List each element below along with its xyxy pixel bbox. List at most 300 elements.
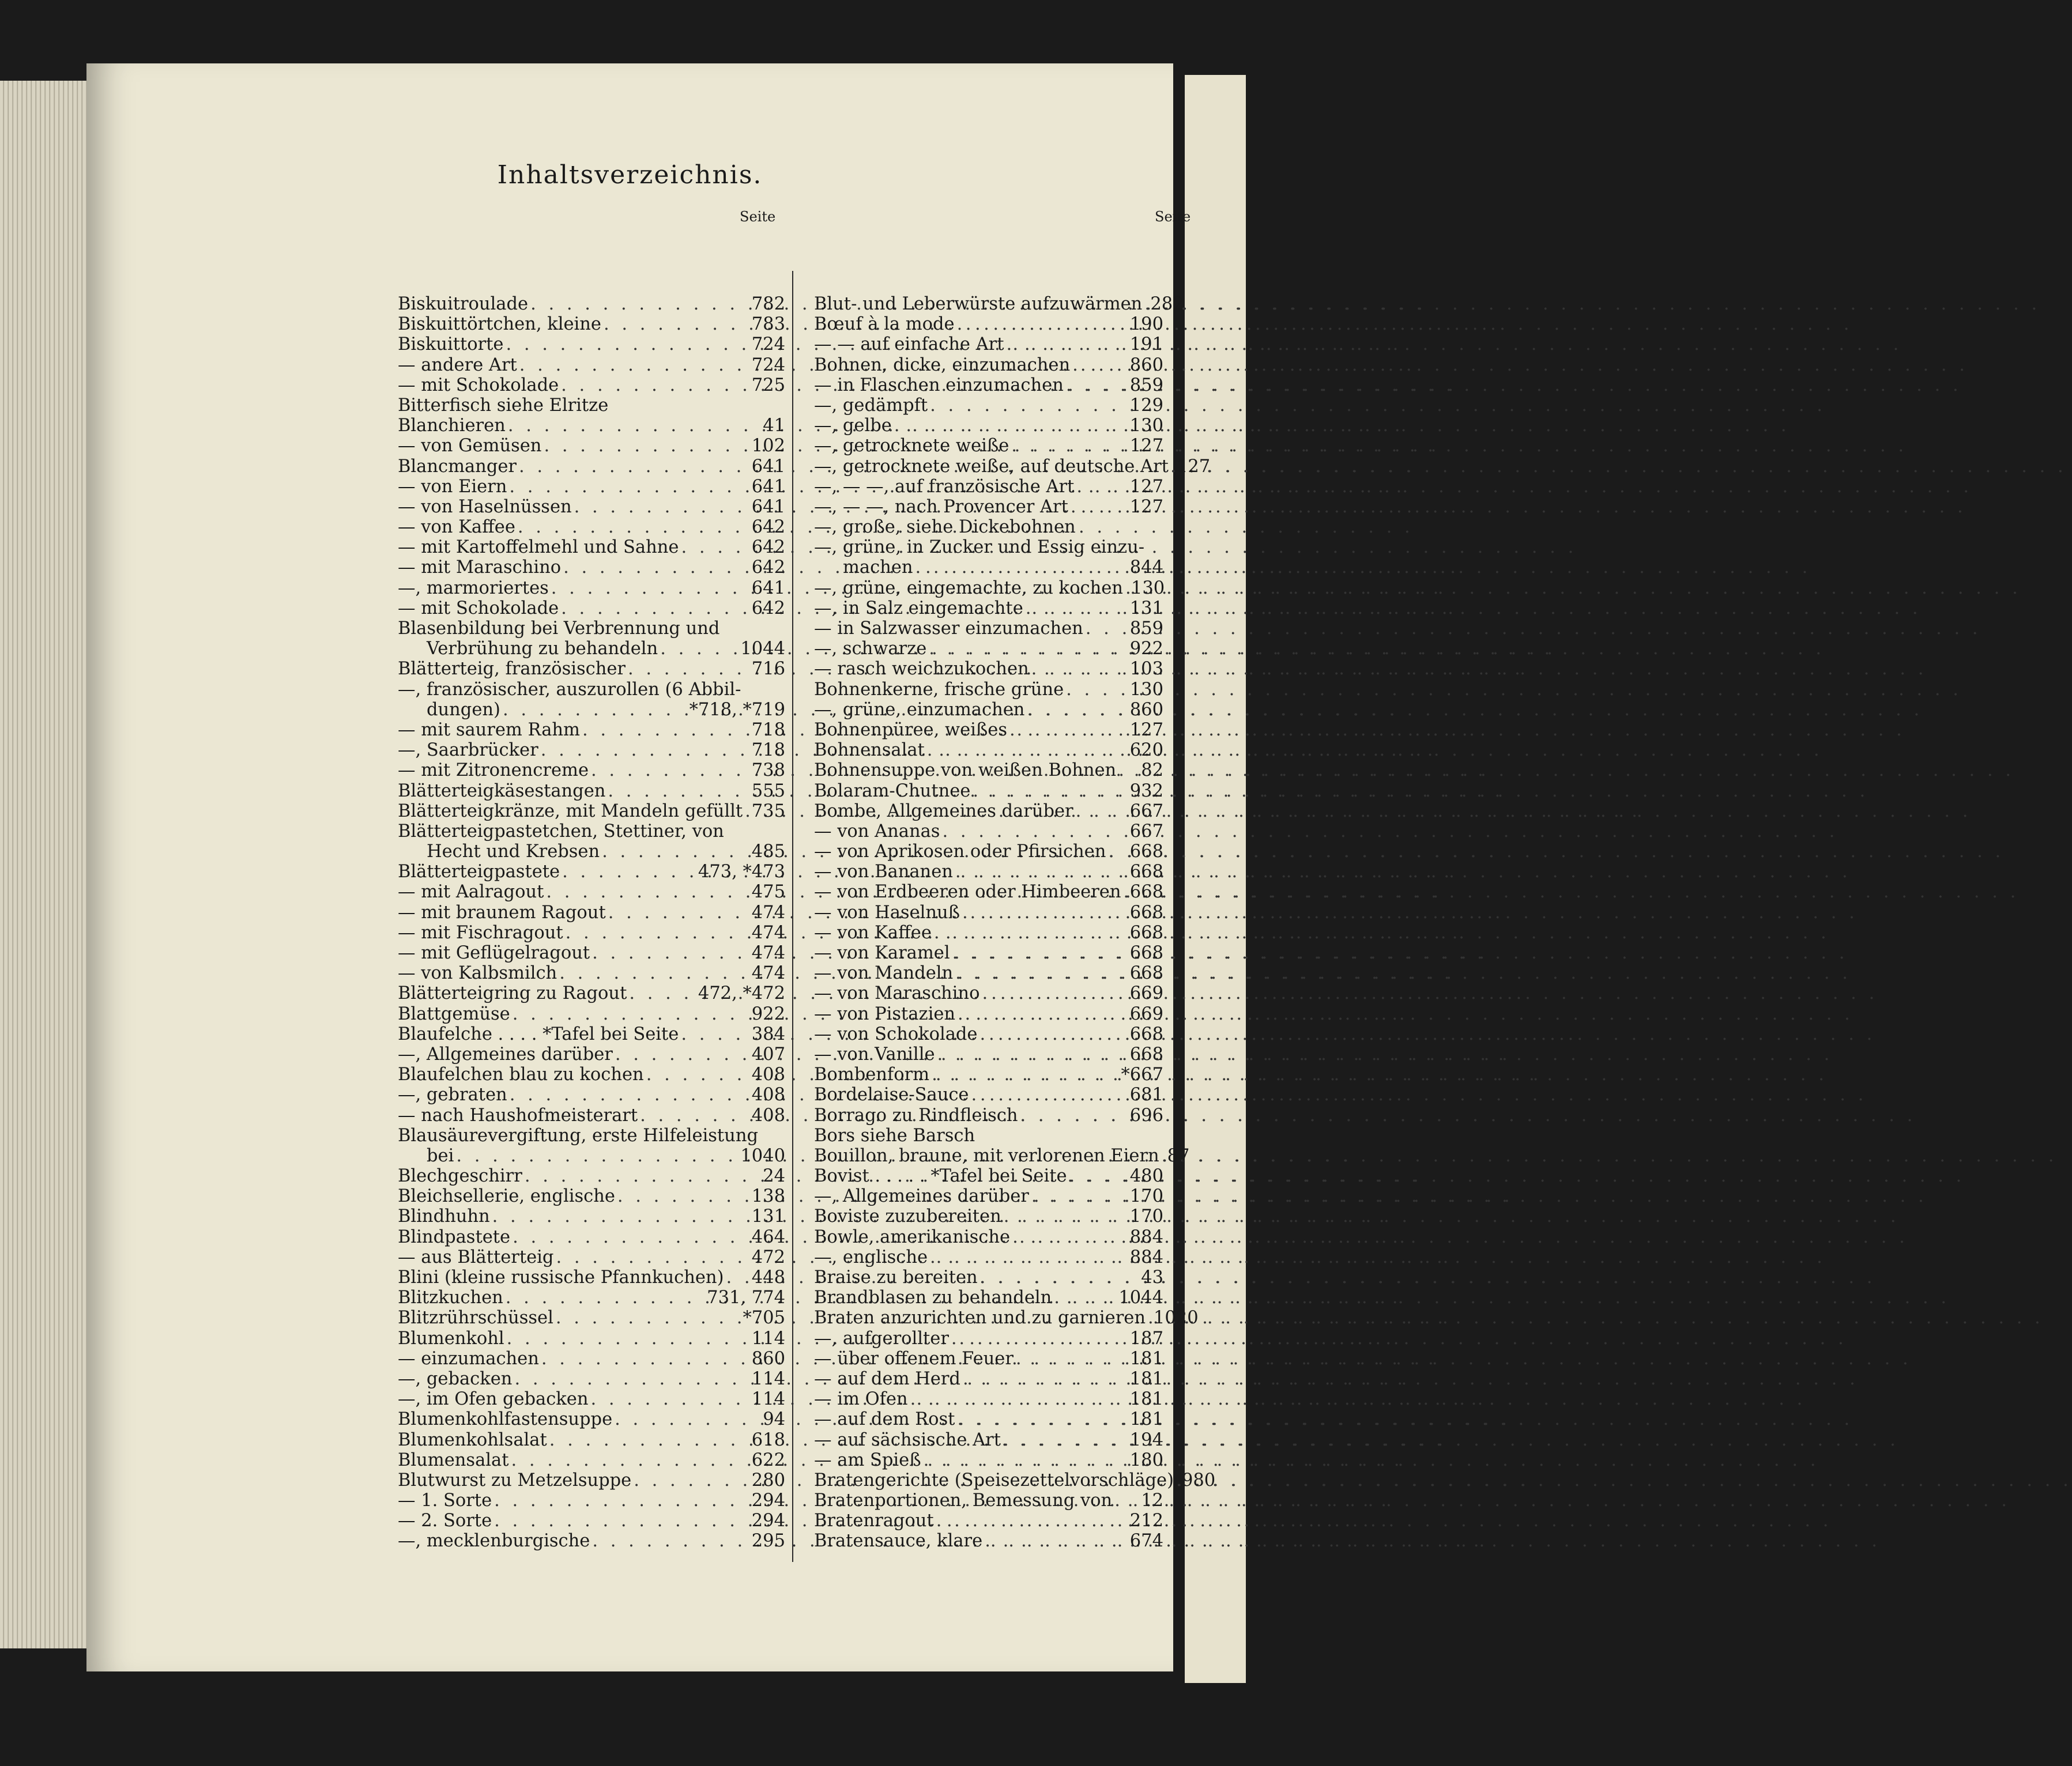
index-entry-page: 1044 [1118, 1288, 1163, 1308]
dot-leader [627, 983, 695, 1003]
index-entry [814, 903, 1163, 923]
dot-leader [503, 334, 748, 354]
index-entry [814, 963, 1163, 983]
index-entry-page: 642 [751, 517, 785, 538]
index-entry [814, 680, 1163, 700]
index-entry [398, 1389, 785, 1409]
index-entry [398, 557, 785, 578]
index-entry [398, 578, 785, 598]
index-entry-text: — von Gemüsen [398, 436, 542, 456]
index-entry-page: 641 [751, 496, 785, 517]
index-entry-page: 783 [751, 314, 785, 335]
index-entry-text: Blindhuhn [398, 1206, 490, 1227]
index-entry-text: — mit Geflügelragout [398, 943, 590, 963]
dot-leader [515, 517, 748, 537]
index-entry-page: 718 [751, 719, 785, 740]
dot-leader [572, 497, 748, 517]
index-entry-page: 669 [1129, 1003, 1163, 1024]
index-entry-page: 859 [1129, 375, 1163, 395]
index-entry-page: 668 [1129, 943, 1163, 963]
index-entry [398, 781, 785, 801]
index-entry-text: —, gedämpft [814, 395, 928, 416]
index-entry-page: 127 [1129, 719, 1163, 740]
dot-leader [743, 801, 748, 821]
index-entry-page: 114 [751, 1328, 785, 1349]
index-entry-page: 668 [1129, 882, 1163, 903]
index-entry-text: —, im Ofen gebacken [398, 1389, 589, 1410]
index-entry-text: Blätterteigkäsestangen [398, 780, 606, 801]
index-entry-text: —, aufgerollter [814, 1328, 949, 1349]
index-column-left [398, 294, 785, 1552]
index-entry-text: Blindpastete [398, 1227, 511, 1247]
dot-leader [955, 314, 1127, 334]
dot-leader [969, 1085, 1126, 1105]
index-entry-text: — von Maraschino [814, 983, 980, 1004]
index-entry-text: — von Kaffee [398, 517, 515, 538]
index-entry-page: 642 [751, 598, 785, 618]
dot-leader [559, 375, 748, 395]
index-entry-page: 448 [751, 1267, 785, 1288]
index-entry-page: 725 [751, 375, 785, 395]
index-entry-text: Blancmanger [398, 456, 517, 477]
index-entry [398, 1105, 785, 1126]
index-entry [814, 1206, 1163, 1227]
index-entry [814, 395, 1163, 416]
index-entry-page: 724 [751, 334, 785, 355]
dot-leader [908, 1389, 1127, 1409]
index-entry-page: 884 [1129, 1227, 1163, 1247]
index-entry-text: — aus Blätterteig [398, 1247, 554, 1267]
index-entry [398, 1126, 785, 1146]
index-entry [398, 395, 785, 416]
index-entry [814, 700, 1163, 720]
index-entry-page: 474 [751, 902, 785, 923]
index-entry [814, 983, 1163, 1003]
index-entry [398, 375, 785, 395]
index-entry-page: 620 [1129, 740, 1163, 761]
index-entry-page: 474 [751, 922, 785, 943]
index-entry-page: 170 [1129, 1206, 1163, 1227]
index-entry-page: 641 [751, 476, 785, 497]
index-entry-text: Bombenform [814, 1065, 930, 1085]
dot-leader [613, 1044, 748, 1065]
index-entry-page: 294 [751, 1490, 785, 1511]
index-entry [398, 659, 785, 679]
index-entry [814, 781, 1163, 801]
index-entry [398, 639, 785, 659]
dot-leader [926, 639, 1127, 659]
index-entry [814, 1186, 1163, 1206]
index-entry [398, 720, 785, 740]
index-entry-page: 408 [751, 1085, 785, 1105]
index-entry [814, 943, 1163, 963]
dot-leader [724, 1267, 748, 1288]
index-entry-text: Blaufelche . . . . *Tafel bei Seite [398, 1024, 679, 1044]
index-entry-text: —, mecklenburgische [398, 1531, 590, 1552]
index-entry-page: 668 [1129, 842, 1163, 862]
index-entry-text: — in Salzwasser einzumachen [814, 618, 1083, 639]
index-entry-page: 194 [1129, 1429, 1163, 1450]
index-entry-page: 860 [1129, 354, 1163, 375]
index-entry [398, 416, 785, 436]
index-entry-page: 475 [751, 882, 785, 903]
index-entry-text: — von Kaffee [814, 922, 932, 943]
index-entry-text: — andere Art [398, 354, 517, 375]
index-entry [398, 436, 785, 456]
index-entry-text: Blumenkohlsalat [398, 1429, 547, 1450]
index-entry [814, 882, 1163, 902]
index-entry [814, 720, 1163, 740]
index-entry-text: Blechgeschirr [398, 1166, 522, 1187]
index-entry-text: Borrago zu Rindfleisch [814, 1105, 1018, 1126]
index-entry-text: —, französischer, auszurollen (6 Abbil- [398, 679, 741, 700]
index-entry [814, 334, 1163, 354]
index-entry [814, 517, 1163, 537]
index-entry-text: —, gelbe [814, 416, 892, 436]
index-entry [398, 477, 785, 497]
index-entry-text: —, Allgemeines darüber [398, 1044, 613, 1065]
index-entry-text: — mit Aalragout [398, 882, 544, 903]
dot-leader [588, 1389, 748, 1409]
index-entry [398, 1146, 785, 1166]
index-entry-text: Blanchieren [398, 416, 506, 436]
index-entry [814, 862, 1163, 882]
index-entry-page: 408 [751, 1065, 785, 1085]
index-entry-page: 669 [1129, 983, 1163, 1004]
index-entry-page: 295 [751, 1531, 785, 1552]
index-entry-page: 980 [1181, 1470, 1216, 1490]
index-entry [398, 923, 785, 943]
index-entry-text: — am Spieß [814, 1450, 921, 1470]
index-entry-page: 668 [1129, 1044, 1163, 1065]
index-entry-text: Bolaram-Chutnee [814, 780, 971, 801]
index-entry-text: Blaufelchen blau zu kochen [398, 1065, 644, 1085]
index-entry [398, 842, 785, 862]
dot-leader [615, 1186, 748, 1206]
dot-leader [982, 1531, 1127, 1551]
index-entry [814, 314, 1163, 334]
index-entry [398, 294, 785, 314]
dot-leader [1074, 477, 1126, 497]
dot-leader [507, 477, 748, 497]
index-entry-page: 485 [751, 842, 785, 862]
index-entry [398, 497, 785, 517]
index-entry-page: 41 [763, 416, 785, 436]
index-entry-text: Bouillon, braune, mit verlorenen Eiern [814, 1145, 1159, 1166]
index-entry-text: —, gebacken [398, 1368, 513, 1389]
index-entry-page: 180 [1129, 1450, 1163, 1470]
index-entry [814, 436, 1163, 456]
index-entry-text: Blitzrührschüssel [398, 1308, 553, 1329]
index-entry [398, 1450, 785, 1470]
index-entry-page: 294 [751, 1511, 785, 1531]
index-entry-text: Blätterteigkränze, mit Mandeln gefüllt [398, 801, 743, 821]
index-entry [398, 1409, 785, 1429]
index-entry-page: 94 [763, 1409, 785, 1430]
dot-leader [547, 1430, 748, 1450]
index-entry [814, 1085, 1163, 1105]
index-entry [814, 1288, 1163, 1308]
index-entry [398, 517, 785, 537]
dot-leader [970, 781, 1126, 801]
index-entry [814, 1247, 1163, 1267]
index-entry [814, 456, 1211, 477]
index-entry-text: Bohnenkerne, frische grüne [814, 679, 1064, 700]
index-entry-page: 131 [1129, 598, 1163, 618]
dot-leader [561, 557, 748, 578]
index-entry-page: 131 [751, 1206, 785, 1227]
index-entry [814, 497, 1163, 517]
index-entry-text: —, marmoriertes [398, 578, 549, 598]
dot-leader [544, 882, 748, 902]
index-entry-text: Blut- und Leberwürste aufzuwärmen [814, 294, 1143, 314]
index-entry [814, 1349, 1163, 1369]
index-entry-text: — mit Schokolade [398, 598, 559, 618]
index-entry-text: —, gebraten [398, 1085, 507, 1105]
dot-leader [538, 740, 748, 760]
dot-leader [1159, 1146, 1164, 1166]
index-entry-page: 138 [751, 1186, 785, 1207]
index-entry [398, 963, 785, 983]
index-entry-text: — in Flaschen einzumachen [814, 375, 1064, 395]
dot-leader [1112, 1490, 1137, 1511]
index-entry-page: 464 [751, 1227, 785, 1247]
index-entry [398, 983, 785, 1003]
index-entry [398, 1206, 785, 1227]
index-entry-text: — von Haselnuß [814, 902, 960, 923]
index-entry [398, 1430, 785, 1450]
index-entry-page: 129 [1129, 395, 1163, 416]
index-entry-text: — mit Kartoffelmehl und Sahne [398, 537, 679, 558]
dot-leader [679, 1024, 748, 1044]
index-entry [398, 760, 785, 780]
index-entry-page: 282 [1150, 294, 1184, 314]
dot-leader [541, 436, 748, 456]
index-entry-text: — von Ananas [814, 821, 940, 842]
index-entry-page: 718 [751, 740, 785, 761]
index-entry-text: — auf dem Herd [814, 1368, 960, 1389]
index-entry [398, 537, 785, 557]
index-entry-page: 884 [1129, 1247, 1163, 1267]
index-entry-text: Bratensauce, klare [814, 1531, 983, 1552]
index-entry [398, 943, 785, 963]
index-entry-text: — 1. Sorte [398, 1490, 492, 1511]
dot-leader [1073, 801, 1127, 821]
index-entry [398, 1308, 785, 1328]
index-entry [398, 1044, 785, 1065]
dot-leader [1121, 882, 1126, 902]
index-entry-page: 408 [751, 1105, 785, 1126]
index-entry-page: 127 [1129, 496, 1163, 517]
index-entry [814, 1511, 1163, 1531]
dot-leader [580, 720, 748, 740]
dot-leader [1106, 842, 1126, 862]
index-entry [814, 1531, 1163, 1551]
dot-leader [605, 781, 748, 801]
index-entry [398, 1267, 785, 1288]
index-entry-page: 114 [751, 1389, 785, 1410]
index-entry-page: 642 [751, 557, 785, 578]
index-entry-text: Blätterteigring zu Ragout [398, 983, 627, 1004]
dot-leader [590, 1531, 748, 1551]
index-entry [814, 537, 1163, 557]
index-entry [814, 1267, 1163, 1288]
index-entry [398, 1288, 785, 1308]
dot-leader [553, 1247, 748, 1267]
index-entry-text: Blumenkohlfastensuppe [398, 1409, 613, 1430]
index-entry-page: 472 [751, 1247, 785, 1267]
index-entry-page: 859 [1129, 618, 1163, 639]
dot-leader [658, 639, 737, 659]
index-entry-page: 922 [1129, 639, 1163, 659]
index-entry [814, 1166, 1163, 1186]
index-entry-text: —, grüne, einzumachen [814, 699, 1025, 720]
index-entry-text: —, grüne, eingemachte, zu kochen [814, 578, 1123, 598]
index-entry [398, 1227, 785, 1247]
index-entry-text: Blumenkohl [398, 1328, 504, 1349]
index-entry-page: 667 [1129, 821, 1163, 842]
dot-leader [953, 963, 1127, 983]
index-entry-text: — auf dem Rost [814, 1409, 955, 1430]
index-entry [814, 740, 1163, 760]
index-entry [814, 821, 1163, 842]
index-entry-text: Hecht und Krebsen [427, 842, 600, 862]
index-entry-text: —, getrocknete weiße, auf deutsche Art [814, 456, 1169, 477]
index-page [86, 63, 1216, 1671]
book-page-edges [0, 81, 101, 1648]
dot-leader [454, 1146, 737, 1166]
index-entry-page: 681 [1129, 1085, 1163, 1105]
index-entry-page: 181 [1129, 1389, 1163, 1410]
index-entry [814, 1470, 1216, 1490]
index-entry-text: —, — —, auf französische Art [814, 476, 1075, 497]
index-entry [398, 1065, 785, 1085]
index-entry-text: Bratenragout [814, 1511, 934, 1531]
index-entry-text: Blätterteigpastetchen, Stettiner, von [398, 821, 724, 842]
index-entry-text: Blausäurevergiftung, erste Hilfeleistung [398, 1125, 758, 1146]
index-entry-text: Blutwurst zu Metzelsuppe [398, 1470, 632, 1490]
index-entry-text: — 2. Sorte [398, 1511, 492, 1531]
index-entry [814, 294, 1184, 314]
dot-leader [892, 416, 1127, 436]
index-entry-page: 384 [751, 1024, 785, 1044]
dot-leader [1146, 1308, 1150, 1328]
index-entry-page: 641 [751, 578, 785, 598]
dot-leader [978, 1267, 1138, 1288]
page-column-header-left: Seite [740, 209, 776, 225]
index-entry-text: dungen) [427, 699, 500, 720]
index-entry-text: Blattgemüse [398, 1003, 510, 1024]
index-entry [814, 416, 1163, 436]
index-entry [814, 355, 1163, 375]
index-entry-text: Blitzkuchen [398, 1288, 503, 1308]
index-entry-page: 642 [751, 537, 785, 558]
index-entry [814, 1145, 1190, 1166]
index-entry-page: 860 [1129, 699, 1163, 720]
dot-leader [557, 963, 748, 983]
index-entry-text: —, getrocknete weiße [814, 436, 1009, 456]
index-entry-page: 668 [1129, 922, 1163, 943]
index-entry-page: 127 [1176, 456, 1211, 477]
index-entry-text: — mit Schokolade [398, 375, 559, 395]
index-entry [814, 1227, 1163, 1247]
dot-leader [949, 1329, 1127, 1349]
dot-leader [1068, 497, 1127, 517]
index-entry [398, 862, 785, 882]
dot-leader [928, 395, 1127, 416]
index-entry-page: 114 [751, 1368, 785, 1389]
index-entry-page: 187 [1129, 1328, 1163, 1349]
dot-leader [1070, 355, 1127, 375]
index-entry-page: 1044 [740, 639, 785, 659]
dot-leader [517, 456, 748, 477]
index-entry [398, 700, 785, 720]
index-entry [814, 1450, 1163, 1470]
index-entry-page: 735 [751, 801, 785, 821]
dot-leader [1064, 375, 1127, 395]
index-entry-text: Braten anzurichten und zu garnieren [814, 1308, 1146, 1329]
index-entry-page: 280 [751, 1470, 785, 1490]
index-entry [398, 903, 785, 923]
index-entry-page: 738 [751, 760, 785, 781]
dot-leader [1007, 720, 1127, 740]
index-entry-page: *705 [743, 1308, 785, 1329]
index-entry-text: Blätterteigpastete [398, 862, 560, 882]
index-entry-page: 555 [751, 780, 785, 801]
index-entry-text: — von Karamel [814, 943, 950, 963]
index-entry-page: 922 [751, 1003, 785, 1024]
index-entry-page: 782 [751, 294, 785, 314]
index-entry-page: 474 [751, 963, 785, 984]
index-entry-text: Bœuf à la mode [814, 314, 955, 335]
index-entry [398, 1329, 785, 1349]
index-entry-text: Bohnensuppe von weißen Bohnen [814, 760, 1117, 781]
dot-leader [549, 578, 748, 598]
dot-leader [977, 1024, 1126, 1044]
index-entry-page: 696 [1129, 1105, 1163, 1126]
dot-leader [929, 1065, 1117, 1085]
index-entry-page: 472, *472 [698, 983, 785, 1004]
dot-leader [1142, 294, 1147, 314]
index-entry-page: 473, *473 [698, 862, 785, 882]
index-entry-page: *718, *719 [689, 699, 785, 720]
dot-leader [955, 1004, 1127, 1024]
index-entry-page: 480 [1129, 1166, 1163, 1187]
dot-leader [1010, 1227, 1127, 1247]
dot-leader [589, 760, 748, 780]
index-entry [398, 1511, 785, 1531]
index-entry-page: 668 [1129, 902, 1163, 923]
index-entry-text: Bohnensalat [814, 740, 925, 761]
dot-leader [600, 842, 748, 862]
index-entry [814, 1308, 1199, 1329]
index-entry [814, 1024, 1163, 1044]
page-title: Inhaltsverzeichnis. [497, 160, 763, 190]
dot-leader [932, 923, 1127, 943]
index-entry [398, 1349, 785, 1369]
page-column-header-right: Seite [1155, 209, 1191, 225]
index-entry-text: Bohnen, dicke, einzumachen [814, 354, 1071, 375]
index-entry [398, 882, 785, 902]
index-entry-text: Bratengerichte (Speisezettelvorschläge) [814, 1470, 1174, 1490]
index-entry [398, 680, 785, 700]
index-entry-page: 668 [1129, 862, 1163, 882]
index-entry-page: 130 [1129, 416, 1163, 436]
index-entry [814, 1389, 1163, 1409]
index-entry-text: — über offenem Feuer [814, 1348, 1014, 1369]
dot-leader [606, 903, 748, 923]
index-entry-page: 716 [751, 659, 785, 680]
